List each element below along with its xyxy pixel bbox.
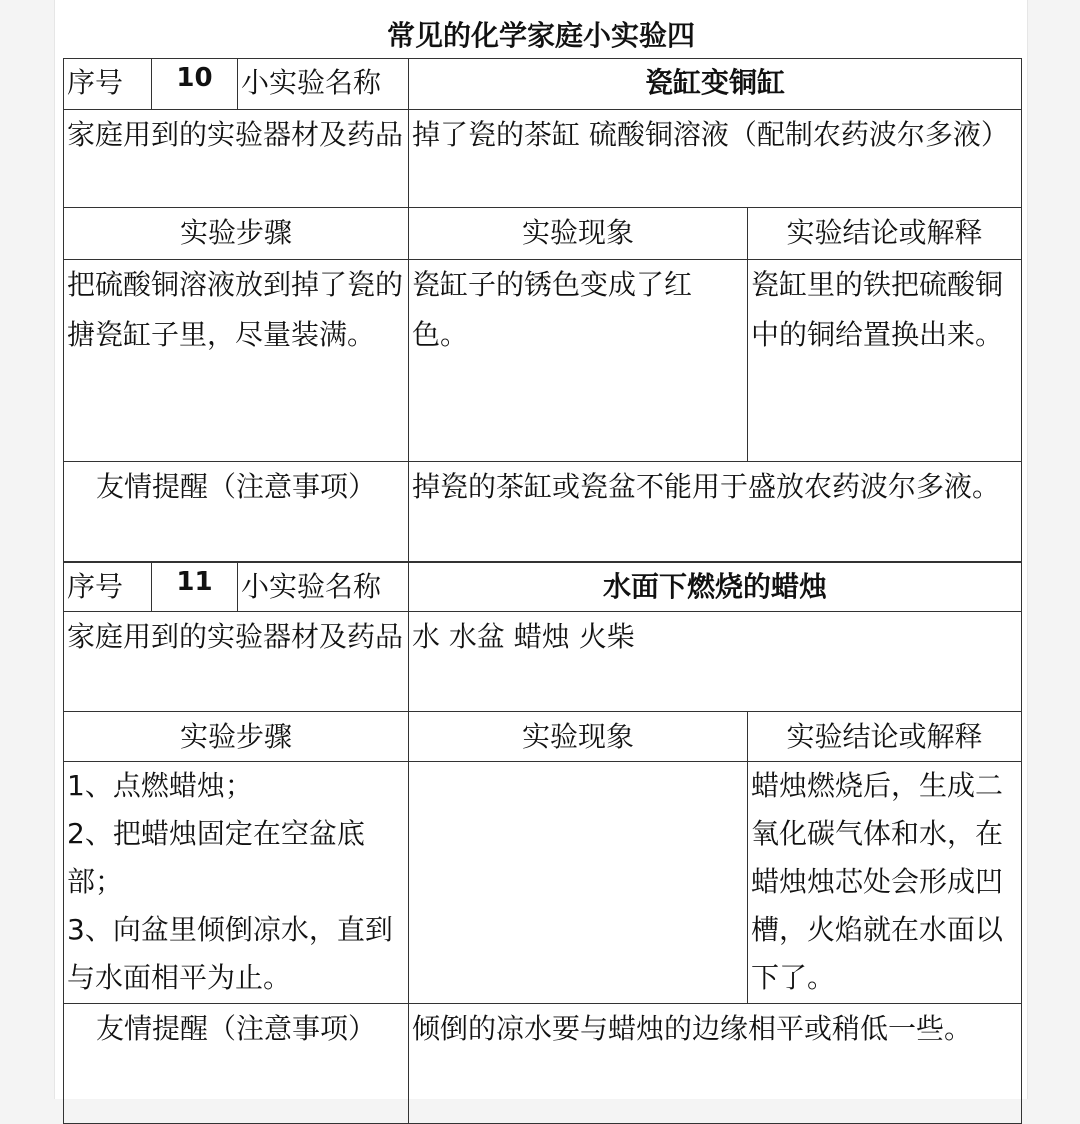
index-value: 10 [152,58,238,110]
experiment-name: 瓷缸变铜缸 [409,58,1022,110]
steps-value: 把硫酸铜溶液放到掉了瓷的搪瓷缸子里，尽量装满。 [63,260,409,462]
steps-header: 实验步骤 [63,712,409,762]
materials-label: 家庭用到的实验器材及药品 [63,612,409,712]
name-label: 小实验名称 [238,562,409,612]
name-label: 小实验名称 [238,58,409,110]
materials-value: 水 水盆 蜡烛 火柴 [409,612,1022,712]
materials-label: 家庭用到的实验器材及药品 [63,110,409,208]
experiment-name: 水面下燃烧的蜡烛 [409,562,1022,612]
index-label: 序号 [63,562,152,612]
index-label: 序号 [63,58,152,110]
materials-value: 掉了瓷的茶缸 硫酸铜溶液（配制农药波尔多液） [409,110,1022,208]
conclusion-value: 瓷缸里的铁把硫酸铜中的铜给置换出来。 [748,260,1022,462]
phenomenon-header: 实验现象 [409,712,748,762]
conclusion-header: 实验结论或解释 [748,208,1022,260]
steps-header: 实验步骤 [63,208,409,260]
page-title: 常见的化学家庭小实验四 [386,19,695,52]
phenomenon-value [409,762,748,1004]
index-value: 11 [152,562,238,612]
reminder-value: 掉瓷的茶缸或瓷盆不能用于盛放农药波尔多液。 [409,462,1022,562]
phenomenon-header: 实验现象 [409,208,748,260]
document-page [54,0,1028,1099]
reminder-label: 友情提醒（注意事项） [63,1004,409,1124]
steps-value: 1、点燃蜡烛； 2、把蜡烛固定在空盆底部； 3、向盆里倾倒凉水，直到与水面相平为止。 [63,762,409,1004]
phenomenon-value: 瓷缸子的锈色变成了红色。 [409,260,748,462]
reminder-label: 友情提醒（注意事项） [63,462,409,562]
conclusion-header: 实验结论或解释 [748,712,1022,762]
conclusion-value: 蜡烛燃烧后，生成二氧化碳气体和水，在蜡烛烛芯处会形成凹槽，火焰就在水面以下了。 [748,762,1022,1004]
reminder-value: 倾倒的凉水要与蜡烛的边缘相平或稍低一些。 [409,1004,1022,1124]
